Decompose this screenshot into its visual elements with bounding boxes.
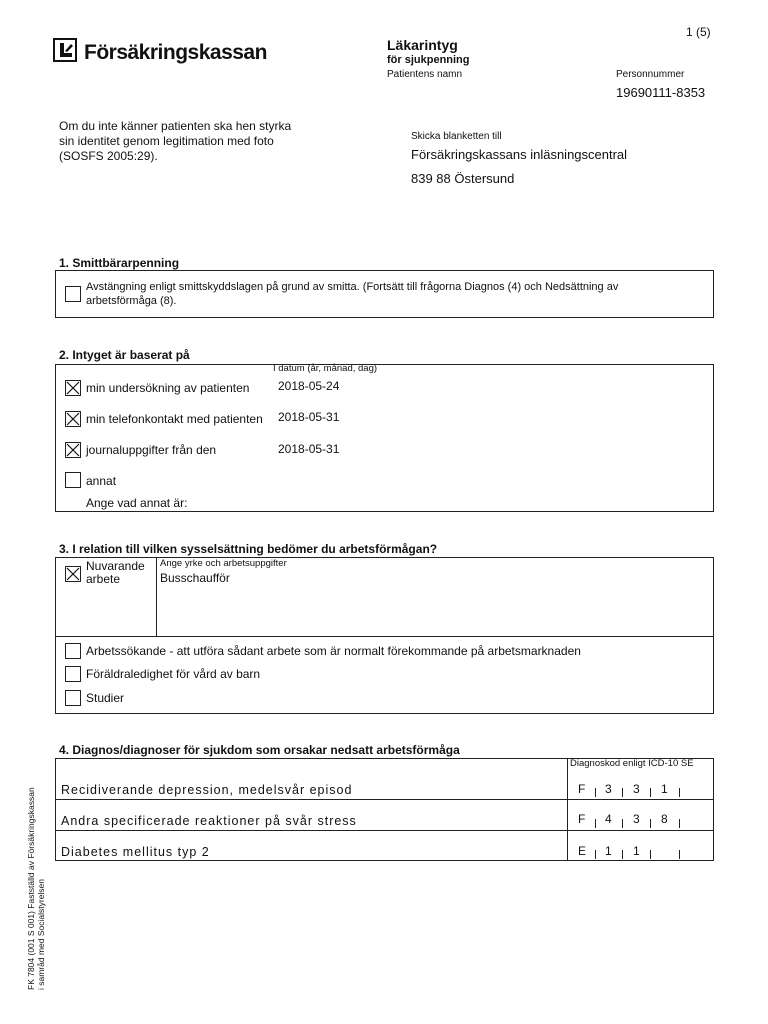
code-char: 8 <box>661 812 668 826</box>
form-title: Läkarintyg <box>387 37 458 53</box>
logo-text: Försäkringskassan <box>84 41 267 64</box>
code-char: 3 <box>605 782 612 796</box>
other-specify-label: Ange vad annat är: <box>86 496 188 510</box>
identity-note-line: sin identitet genom legitimation med foto <box>59 134 274 148</box>
jobseeker-label: Arbetssökande - att utföra sådant arbete som är normalt förekommande på arbetsmarknaden <box>86 644 581 658</box>
section1-title: 1. Smittbärarpenning <box>59 256 180 270</box>
divider <box>56 830 713 831</box>
parental-leave-checkbox[interactable] <box>65 666 81 682</box>
code-separator <box>622 819 623 828</box>
code-separator <box>595 850 596 859</box>
section1-text <box>86 280 618 308</box>
page-number: 1 (5) <box>686 25 711 39</box>
code-char: E <box>578 844 587 858</box>
section3-box <box>55 557 714 714</box>
identity-note-line: Om du inte känner patienten ska hen styrka <box>59 119 292 133</box>
form-id-note <box>26 787 46 990</box>
studies-label: Studier <box>86 691 125 705</box>
code-separator <box>622 850 623 859</box>
code-char: 1 <box>661 782 668 796</box>
section4-box <box>55 758 714 861</box>
code-separator <box>679 788 680 797</box>
code-separator <box>679 819 680 828</box>
code-separator <box>650 788 651 797</box>
section1-box <box>55 270 714 318</box>
patient-name-label: Patientens namn <box>387 69 463 80</box>
diagnosis-text[interactable]: Andra specificerade reaktioner på svår stress <box>61 814 357 828</box>
personnummer-value: 19690111-8353 <box>616 85 706 100</box>
phone-checkbox[interactable] <box>65 411 81 427</box>
fk-logo-icon <box>53 38 77 62</box>
job-value[interactable]: Busschaufför <box>160 571 230 585</box>
code-char: F <box>578 782 586 796</box>
exam-date: 2018-05-24 <box>278 379 340 393</box>
journal-label: journaluppgifter från den <box>86 443 217 457</box>
code-separator <box>679 850 680 859</box>
current-job-label <box>86 560 145 586</box>
exam-label: min undersökning av patienten <box>86 381 250 395</box>
divider <box>56 636 713 637</box>
job-field-label: Ange yrke och arbetsuppgifter <box>160 558 287 569</box>
parental-leave-label: Föräldraledighet för vård av barn <box>86 667 261 681</box>
code-separator <box>650 850 651 859</box>
jobseeker-checkbox[interactable] <box>65 643 81 659</box>
code-header: Diagnoskod enligt ICD-10 SE <box>570 758 694 769</box>
divider <box>567 759 568 860</box>
code-separator <box>595 819 596 828</box>
code-char: 1 <box>605 844 612 858</box>
form-subtitle: för sjukpenning <box>387 54 470 66</box>
code-char: 3 <box>633 812 640 826</box>
phone-label: min telefonkontakt med patienten <box>86 412 263 426</box>
journal-checkbox[interactable] <box>65 442 81 458</box>
code-separator <box>622 788 623 797</box>
divider <box>56 799 713 800</box>
code-separator <box>650 819 651 828</box>
code-char: 4 <box>605 812 612 826</box>
studies-checkbox[interactable] <box>65 690 81 706</box>
identity-note-line: (SOSFS 2005:29). <box>59 149 158 163</box>
section3-title: 3. I relation till vilken sysselsättning bedömer du arbetsförmågan? <box>59 542 438 556</box>
phone-date: 2018-05-31 <box>278 410 340 424</box>
send-to-line2: 839 88 Östersund <box>411 171 515 186</box>
identity-note <box>59 119 291 164</box>
code-separator <box>595 788 596 797</box>
section2-box <box>55 364 714 512</box>
other-label: annat <box>86 474 117 488</box>
code-char: F <box>578 812 586 826</box>
personnummer-label: Personnummer <box>616 69 685 80</box>
code-char: 1 <box>633 844 640 858</box>
code-char: 3 <box>633 782 640 796</box>
diagnosis-text[interactable]: Recidiverande depression, medelsvår episod <box>61 783 353 797</box>
date-header: I datum (år, månad, dag) <box>273 363 378 374</box>
other-checkbox[interactable] <box>65 472 81 488</box>
journal-date: 2018-05-31 <box>278 442 340 456</box>
send-to-line1: Försäkringskassans inläsningscentral <box>411 147 628 162</box>
smitt-checkbox[interactable] <box>65 286 81 302</box>
form-id-line: FK 7804 (001 S 001) Fastställd av Försäkringskassan <box>26 787 36 990</box>
current-job-label-line: arbete <box>86 572 121 586</box>
current-job-label-line: Nuvarande <box>86 559 145 573</box>
send-to-label: Skicka blanketten till <box>411 131 502 142</box>
divider <box>156 558 157 636</box>
current-job-checkbox[interactable] <box>65 566 81 582</box>
form-id-line: i samråd med Socialstyrelsen <box>36 878 46 990</box>
section4-title: 4. Diagnos/diagnoser för sjukdom som orsakar nedsatt arbetsförmåga <box>59 743 460 757</box>
section1-text-line: Avstängning enligt smittskyddslagen på grund av smitta. (Fortsätt till frågorna Diagnos (4) och Nedsättning av <box>86 281 619 293</box>
diagnosis-text[interactable]: Diabetes mellitus typ 2 <box>61 845 210 859</box>
exam-checkbox[interactable] <box>65 380 81 396</box>
section2-title: 2. Intyget är baserat på <box>59 348 190 362</box>
section1-text-line: arbetsförmåga (8). <box>86 295 177 307</box>
